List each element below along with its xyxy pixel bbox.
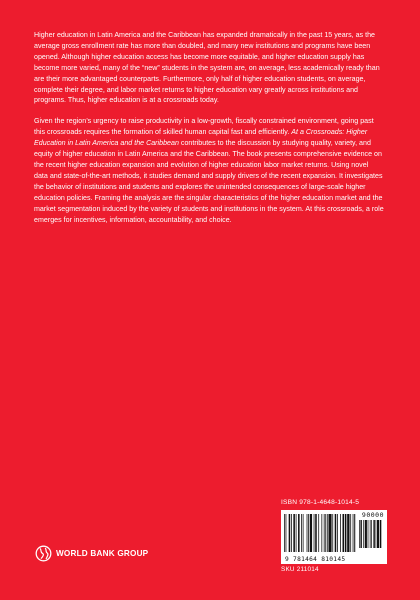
barcode-bar bbox=[318, 514, 319, 552]
barcode-bar bbox=[353, 514, 354, 552]
barcode-bar bbox=[343, 514, 345, 552]
barcode-bar bbox=[328, 514, 331, 552]
barcode-bar bbox=[345, 514, 347, 552]
world-bank-group-logo bbox=[35, 543, 148, 563]
barcode-bar bbox=[354, 514, 355, 552]
barcode-block bbox=[281, 496, 387, 576]
barcode-bar bbox=[380, 520, 381, 548]
addon-barcode-bars bbox=[359, 520, 383, 552]
paragraph-2-intro: Given the region’s urgency to raise productivity in a low-growth, fiscally constrained environment, going past this crossroads requires the formation of skilled human capital fast and efficiently. bbox=[34, 117, 374, 137]
barcode-bar bbox=[303, 514, 304, 552]
isbn-label: ISBN 978-1-4648-1014-5 bbox=[281, 496, 387, 510]
barcode-bars bbox=[284, 514, 356, 554]
globe-icon bbox=[35, 545, 52, 562]
barcode-bar bbox=[335, 514, 337, 552]
logo-text: WORLD BANK GROUP bbox=[56, 548, 149, 558]
barcode-bar bbox=[368, 520, 369, 548]
barcode-bar bbox=[376, 520, 377, 548]
barcode-bar bbox=[324, 514, 325, 552]
back-cover-text bbox=[34, 30, 384, 235]
barcode-bar bbox=[307, 514, 308, 552]
barcode-bar bbox=[363, 520, 364, 548]
barcode-bar bbox=[371, 520, 372, 548]
barcode-bar bbox=[347, 514, 349, 552]
barcode-bar bbox=[293, 514, 295, 552]
paragraph-2-body: contributes to the discussion by studying quality, variety, and equity of higher education in Latin America and the Caribbean. The book presents comprehensive evidence on the recent higher education expansion and evolution of higher education labor market returns. Using novel data and state-of-the-art methods, it studies demand and supply drivers of the recent expansion. It investigates the behavior of institutions and students and explores the unintended consequences of large-scale higher education policies. Framing the analysis are the singular characteristics of the higher education market and the market segmentation induced by the variety of students and institutions in the system. At this crossroads, a role emerges for incentives, information, accountability, and choice. bbox=[34, 139, 384, 224]
barcode-bar bbox=[327, 514, 328, 552]
barcode-bar bbox=[321, 514, 322, 552]
sku-label: SKU 211014 bbox=[281, 566, 319, 573]
paragraph-2 bbox=[34, 116, 384, 225]
barcode-bar bbox=[310, 514, 312, 552]
barcode-bar bbox=[286, 514, 287, 552]
barcode-bar bbox=[332, 514, 333, 552]
barcode-bar bbox=[284, 514, 285, 552]
barcode-bar bbox=[337, 514, 338, 552]
barcode-bar bbox=[289, 514, 291, 552]
barcode-bar bbox=[373, 520, 374, 548]
book-title-italic: At a Crossroads: Higher Education in Latin America and the Caribbean bbox=[34, 128, 368, 148]
barcode-bar bbox=[360, 520, 361, 548]
barcode-bar bbox=[359, 520, 360, 548]
barcode-bar bbox=[291, 514, 292, 552]
barcode-bar bbox=[377, 520, 379, 548]
barcode-bar bbox=[325, 514, 326, 552]
barcode-bar bbox=[340, 514, 341, 552]
barcode-bar bbox=[314, 514, 315, 552]
barcode-bar bbox=[370, 520, 371, 548]
barcode-bar bbox=[365, 520, 367, 548]
barcode-bar bbox=[315, 514, 317, 552]
barcode bbox=[281, 510, 387, 564]
barcode-bar bbox=[350, 514, 351, 552]
barcode-bar bbox=[308, 514, 309, 552]
paragraph-1: Higher education in Latin America and the Caribbean has expanded dramatically in the past 15 years, as the average gross enrollment rate has more than doubled, and many new institutions and programs have been opened. Although higher education access has become more equitable, and higher education supply has become more varied, many of the “new” students in the system are, on average, less academically ready than are their more advantaged counterparts. Furthermore, only half of higher education students, on average, complete their degree, and labor market returns to higher education vary greatly across institutions and programs. Thus, higher education is at a crossroads today. bbox=[34, 31, 380, 105]
barcode-bar bbox=[301, 514, 302, 552]
barcode-bar bbox=[298, 514, 300, 552]
price-code: 90000 bbox=[361, 511, 384, 519]
barcode-bar bbox=[296, 514, 297, 552]
barcode-digits: 9 781464 810145 bbox=[285, 556, 346, 563]
